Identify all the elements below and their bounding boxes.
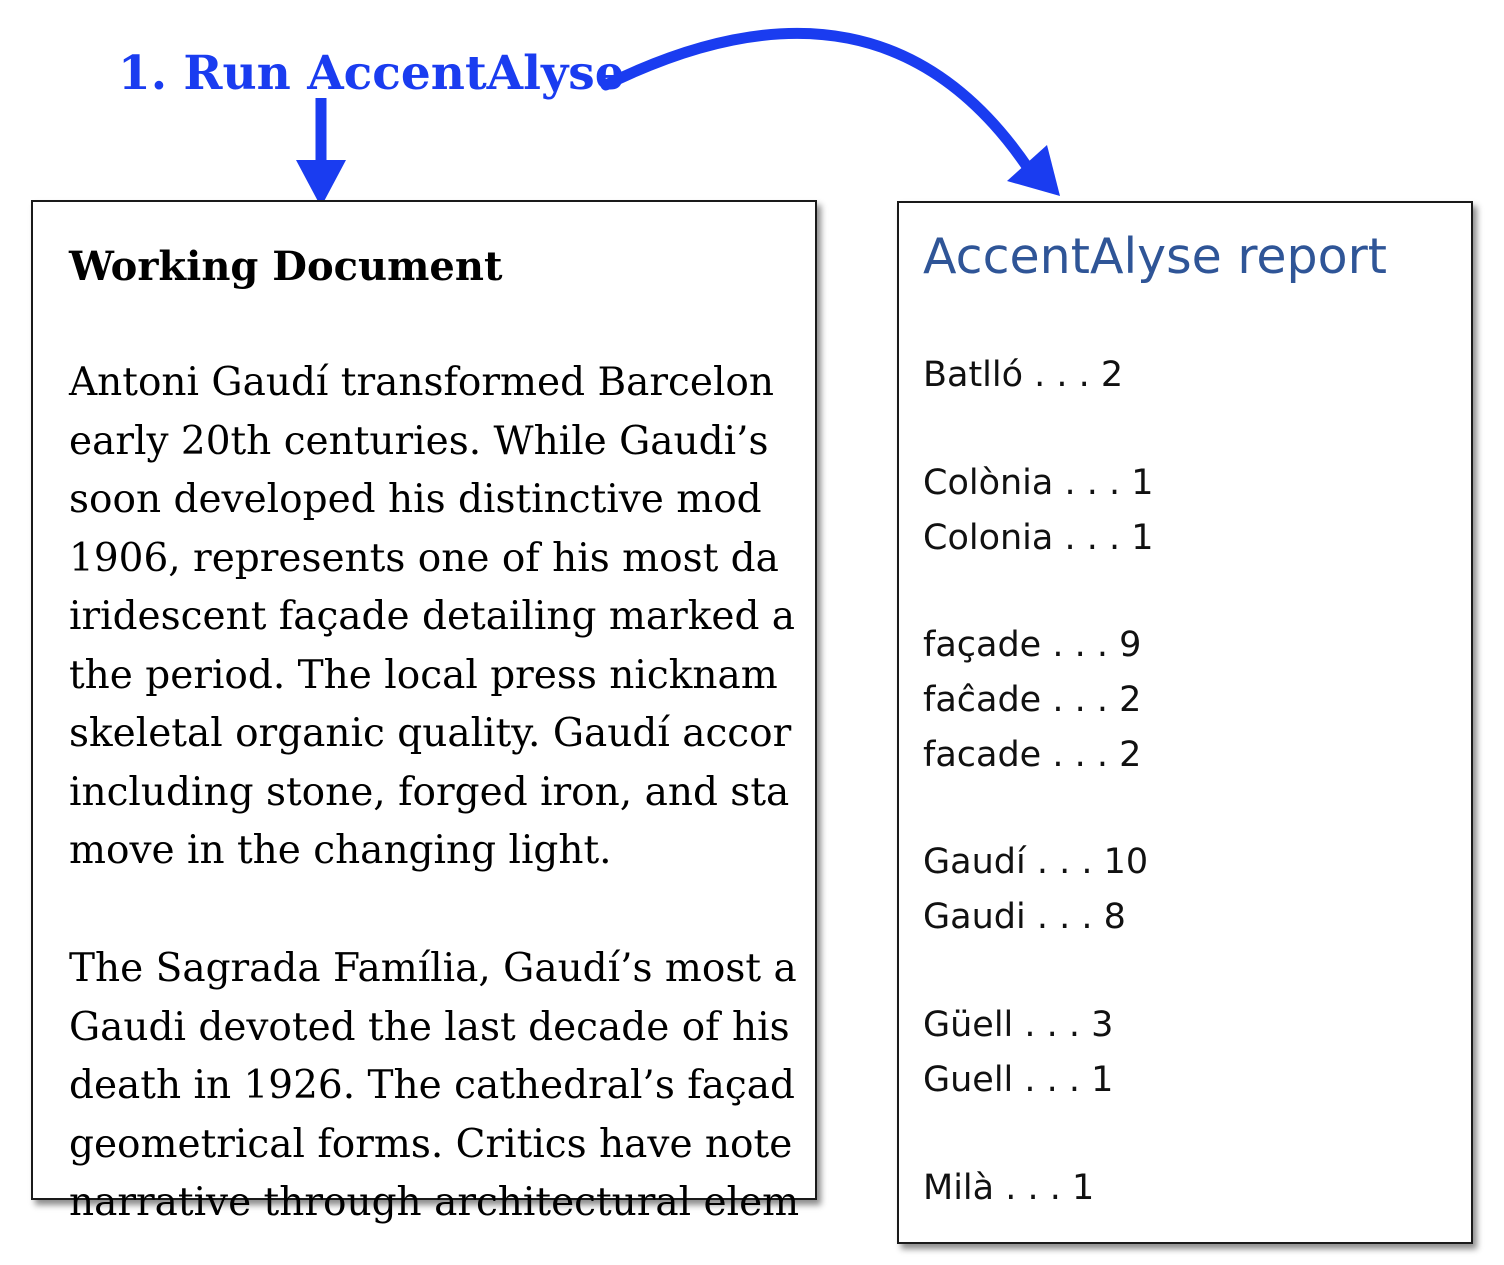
document-line: including stone, forged iron, and sta [69, 769, 790, 815]
report-entry: Milà . . . 1 [923, 1168, 1095, 1208]
document-line: the period. The local press nicknam [69, 652, 778, 698]
report-entry: Güell . . . 3 [923, 1005, 1114, 1045]
document-line: geometrical forms. Critics have note [69, 1121, 793, 1167]
document-line: iridescent façade detailing marked a [69, 594, 796, 639]
report-entry: Gaudi . . . 8 [923, 897, 1126, 937]
document-line: Gaudi devoted the last decade of his [69, 1004, 790, 1050]
report-entry: Batlló . . . 2 [923, 355, 1124, 395]
working-document-panel [31, 200, 817, 1225]
document-line: early 20th centuries. While Gaudi’s [69, 418, 769, 464]
document-line: move in the changing light. [69, 828, 612, 873]
report-entry: Gaudí . . . 10 [923, 842, 1149, 882]
document-line: soon developed his distinctive mod [69, 477, 762, 522]
document-title: Working Document [69, 243, 503, 290]
report-title: AccentAlyse report [923, 228, 1387, 285]
report-entry: Colònia . . . 1 [923, 463, 1154, 503]
report-entry: façade . . . 9 [923, 625, 1142, 665]
report-entry: Colonia . . . 1 [923, 518, 1154, 558]
arrow-to-report [606, 33, 1028, 168]
document-paragraph-1 [69, 354, 795, 881]
step-label: 1. Run AccentAlyse [118, 46, 625, 101]
report-entry: faĉade . . . 2 [923, 680, 1142, 720]
accentalyse-report-panel [897, 201, 1473, 1244]
document-line: The Sagrada Família, Gaudí’s most a [69, 946, 797, 991]
document-line: narrative through architectural elem [69, 1180, 800, 1225]
report-entry: Guell . . . 1 [923, 1060, 1114, 1100]
document-line: 1906, represents one of his most da [69, 535, 779, 581]
report-entry: facade . . . 2 [923, 735, 1142, 775]
document-line: skeletal organic quality. Gaudí accor [69, 711, 792, 756]
document-line: Antoni Gaudí transformed Barcelon [69, 360, 775, 405]
document-line: death in 1926. The cathedral’s façad [69, 1063, 795, 1108]
document-paragraph-2 [69, 940, 799, 1233]
